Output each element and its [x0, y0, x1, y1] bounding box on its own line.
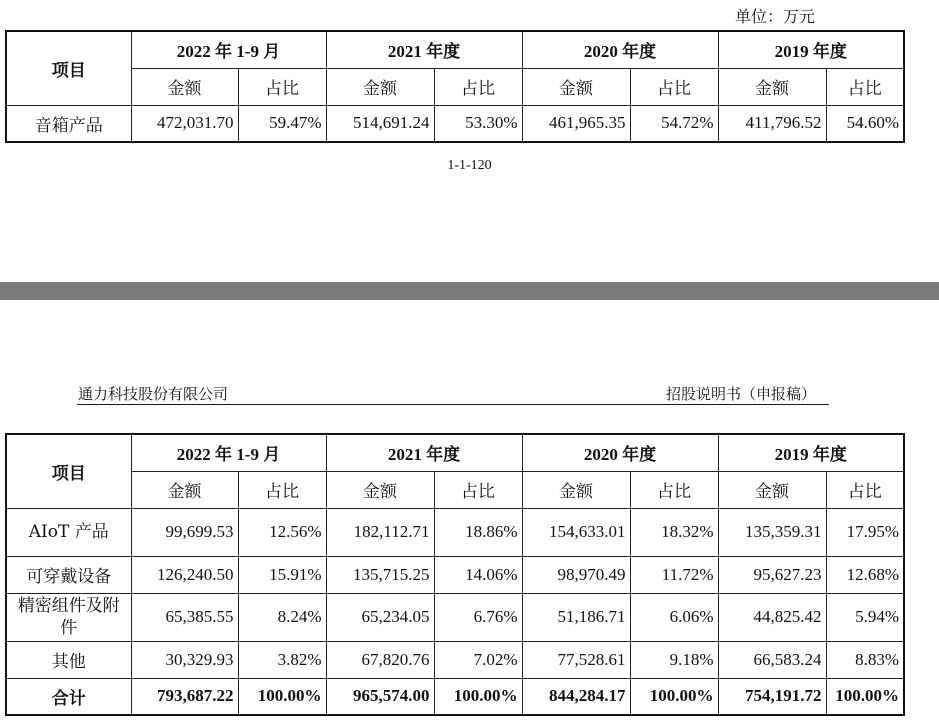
- ratio-header: 占比: [434, 471, 522, 508]
- page-top: [0, 0, 939, 282]
- period-header: 2022 年 1-9 月: [131, 434, 326, 471]
- document-type: 招股说明书（申报稿）: [666, 385, 817, 403]
- period-header: 2019 年度: [718, 31, 904, 68]
- amount-cell: 44,825.42: [718, 593, 826, 641]
- amount-header: 金额: [131, 471, 238, 508]
- total-cell: 100.00%: [630, 678, 718, 715]
- amount-cell: 472,031.70: [131, 105, 238, 142]
- ratio-cell: 54.72%: [630, 105, 718, 142]
- period-header: 2021 年度: [326, 31, 522, 68]
- ratio-cell: 18.32%: [630, 508, 718, 556]
- table-row: [6, 105, 904, 142]
- amount-header: 金额: [131, 68, 238, 105]
- amount-cell: 99,699.53: [131, 508, 238, 556]
- period-header: 2022 年 1-9 月: [131, 31, 326, 68]
- ratio-cell: 17.95%: [826, 508, 904, 556]
- amount-cell: 514,691.24: [326, 105, 434, 142]
- total-label: 合计: [6, 678, 131, 715]
- ratio-cell: 9.18%: [630, 641, 718, 678]
- ratio-header: 占比: [238, 471, 326, 508]
- row-label: 音箱产品: [6, 105, 131, 142]
- ratio-cell: 53.30%: [434, 105, 522, 142]
- amount-cell: 65,234.05: [326, 593, 434, 641]
- ratio-cell: 3.82%: [238, 641, 326, 678]
- ratio-cell: 8.24%: [238, 593, 326, 641]
- amount-cell: 135,359.31: [718, 508, 826, 556]
- amount-header: 金额: [326, 471, 434, 508]
- ratio-cell: 12.56%: [238, 508, 326, 556]
- amount-cell: 65,385.55: [131, 593, 238, 641]
- page-number: 1-1-120: [447, 158, 492, 173]
- ratio-cell: 12.68%: [826, 556, 904, 593]
- ratio-header: 占比: [434, 68, 522, 105]
- page-separator: [0, 282, 939, 300]
- ratio-cell: 5.94%: [826, 593, 904, 641]
- amount-cell: 182,112.71: [326, 508, 434, 556]
- amount-cell: 77,528.61: [522, 641, 630, 678]
- revenue-table-top: [5, 30, 905, 143]
- ratio-header: 占比: [826, 471, 904, 508]
- ratio-cell: 14.06%: [434, 556, 522, 593]
- ratio-header: 占比: [630, 471, 718, 508]
- amount-cell: 461,965.35: [522, 105, 630, 142]
- page-bottom: [0, 300, 939, 720]
- ratio-cell: 6.06%: [630, 593, 718, 641]
- company-name: 通力科技股份有限公司: [78, 385, 229, 403]
- item-header: 项目: [6, 31, 131, 105]
- ratio-cell: 8.83%: [826, 641, 904, 678]
- ratio-cell: 18.86%: [434, 508, 522, 556]
- ratio-cell: 59.47%: [238, 105, 326, 142]
- period-header: 2020 年度: [522, 434, 718, 471]
- total-cell: 793,687.22: [131, 678, 238, 715]
- row-label: AIoT 产品: [6, 508, 131, 556]
- ratio-cell: 7.02%: [434, 641, 522, 678]
- ratio-header: 占比: [826, 68, 904, 105]
- amount-header: 金额: [718, 471, 826, 508]
- amount-header: 金额: [522, 68, 630, 105]
- amount-cell: 126,240.50: [131, 556, 238, 593]
- table-row: [6, 593, 904, 641]
- row-label: 精密组件及附件: [6, 593, 131, 641]
- amount-header: 金额: [326, 68, 434, 105]
- header-divider: [77, 404, 829, 405]
- row-label: 可穿戴设备: [6, 556, 131, 593]
- total-cell: 754,191.72: [718, 678, 826, 715]
- total-cell: 100.00%: [238, 678, 326, 715]
- total-cell: 100.00%: [826, 678, 904, 715]
- amount-cell: 98,970.49: [522, 556, 630, 593]
- amount-cell: 66,583.24: [718, 641, 826, 678]
- unit-label: 单位：万元: [735, 7, 816, 26]
- ratio-cell: 6.76%: [434, 593, 522, 641]
- amount-cell: 95,627.23: [718, 556, 826, 593]
- table-row: [6, 508, 904, 556]
- amount-cell: 51,186.71: [522, 593, 630, 641]
- table-row: [6, 641, 904, 678]
- table-body: [6, 508, 904, 678]
- table-row: [6, 556, 904, 593]
- ratio-cell: 15.91%: [238, 556, 326, 593]
- ratio-cell: 11.72%: [630, 556, 718, 593]
- period-header: 2020 年度: [522, 31, 718, 68]
- amount-cell: 154,633.01: [522, 508, 630, 556]
- row-label: 其他: [6, 641, 131, 678]
- total-row: [6, 678, 904, 715]
- amount-cell: 67,820.76: [326, 641, 434, 678]
- item-header: 项目: [6, 434, 131, 508]
- revenue-table-bottom: [5, 433, 905, 716]
- period-header: 2019 年度: [718, 434, 904, 471]
- total-cell: 844,284.17: [522, 678, 630, 715]
- amount-cell: 135,715.25: [326, 556, 434, 593]
- amount-header: 金额: [522, 471, 630, 508]
- ratio-cell: 54.60%: [826, 105, 904, 142]
- table-body: [6, 105, 904, 142]
- amount-cell: 30,329.93: [131, 641, 238, 678]
- ratio-header: 占比: [238, 68, 326, 105]
- ratio-header: 占比: [630, 68, 718, 105]
- period-header: 2021 年度: [326, 434, 522, 471]
- amount-cell: 411,796.52: [718, 105, 826, 142]
- total-cell: 100.00%: [434, 678, 522, 715]
- total-cell: 965,574.00: [326, 678, 434, 715]
- amount-header: 金额: [718, 68, 826, 105]
